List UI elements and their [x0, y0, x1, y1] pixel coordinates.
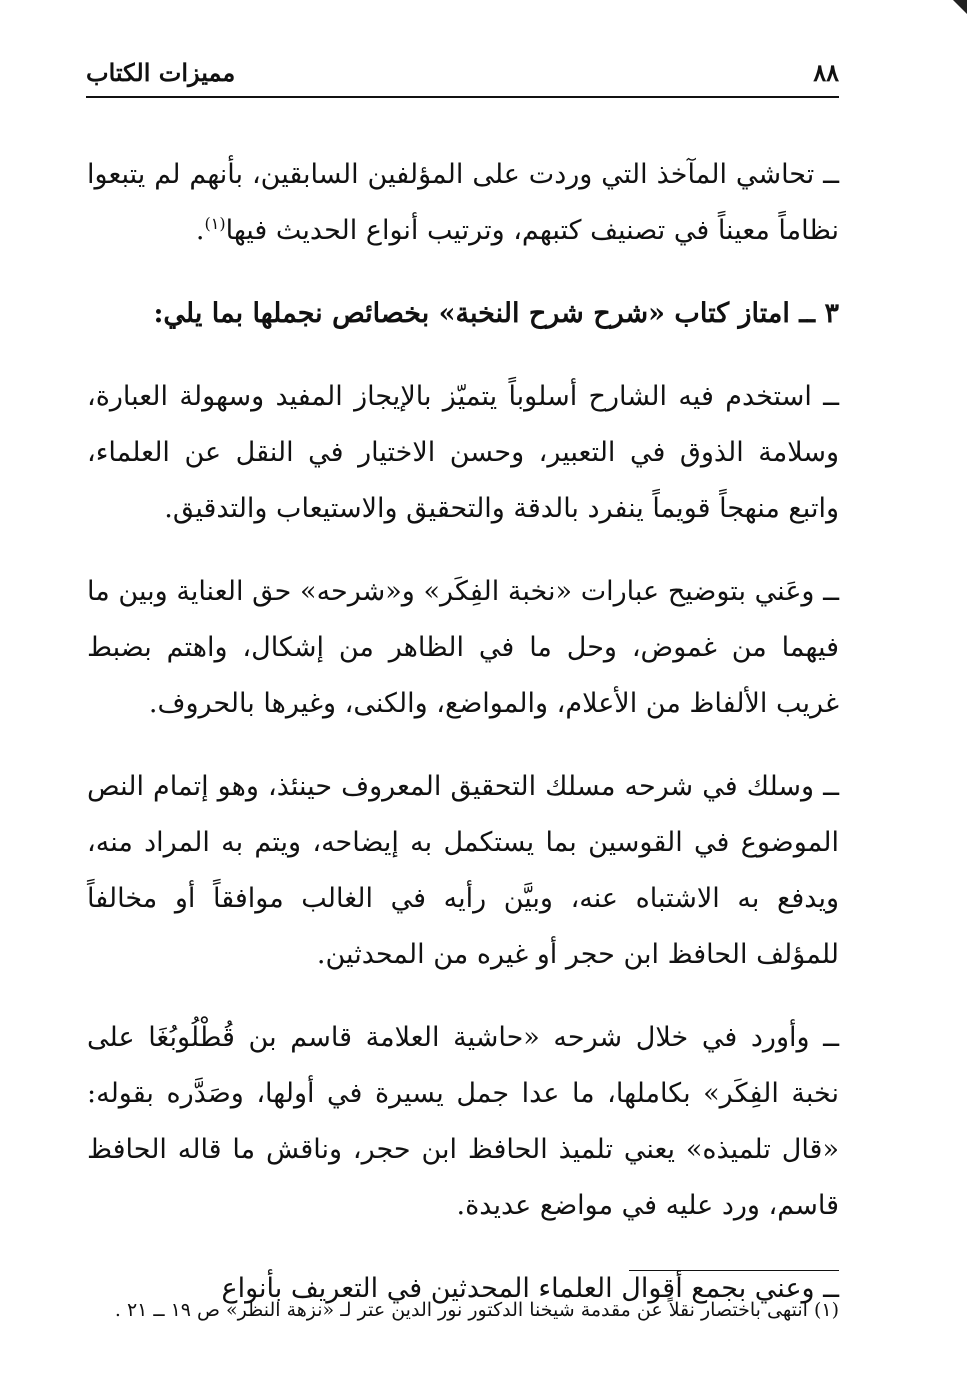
section-heading: ٣ ــ امتاز كتاب «شرح شرح النخبة» بخصائص نجملها بما يلي:: [153, 298, 839, 329]
footnote-divider: [629, 1270, 839, 1271]
footnote-reference: (١): [204, 214, 226, 233]
paragraph-3: ــ وعَني بتوضيح عبارات «نخبة الفِكَر» و«شرحه» حق العناية وبين ما فيهما من غموض، وحل ما في الظاهر من إشكال، واهتم بضبط غريب الألفاظ من الأعلام، والمواضع، والكنى، وغيرها بالحروف.: [87, 576, 839, 719]
paragraph-2: ــ استخدم فيه الشارح أسلوباً يتميّز بالإيجاز المفيد وسهولة العبارة، وسلامة الذوق في التعبير، وحسن الاختيار في النقل عن العلماء، واتبع منهجاً قويماً ينفرد بالدقة والتحقيق والاستيعاب والتدقيق.: [87, 381, 839, 524]
paragraph-5: ــ وأورد في خلال شرحه «حاشية العلامة قاسم بن قُطْلُوبُغَا على نخبة الفِكَر» بكاملها، ما عدا جمل يسيرة في أولها، وصَدَّره بقوله: «قال تلميذه» يعني تلميذ الحافظ ابن حجر، وناقش ما قاله الحافظ قاسم، ورد عليه في مواضع عديدة.: [87, 1022, 839, 1221]
paragraph-1-end: .: [195, 215, 205, 246]
page-body: [87, 120, 839, 1333]
paragraph-6: ــ وعني بجمع أقوال العلماء المحدثين في التعريف بأنواع: [221, 1273, 839, 1304]
page-number: ٨٨: [813, 58, 839, 87]
footnote: (١) انتهى باختصار نقلاً عن مقدمة شيخنا الدكتور نور الدين عتر لـ «نزهة النظر» ص ١٩ ــ ٢١ .: [114, 1299, 839, 1321]
corner-mark: [953, 0, 967, 14]
running-title: مميزات الكتاب: [86, 58, 236, 87]
paragraph-1-text: ــ تحاشي المآخذ التي وردت على المؤلفين السابقين، بأنهم لم يتبعوا نظاماً معيناً في تصنيف كتبهم، وترتيب أنواع الحديث فيها: [87, 159, 839, 246]
paragraph-1: [87, 147, 839, 259]
page-header: [86, 58, 839, 98]
paragraph-4: ــ وسلك في شرحه مسلك التحقيق المعروف حينئذ، وهو إتمام النص الموضوع في القوسين بما يستكمل به إيضاحه، ويتم به المراد منه، ويدفع به الاشتباه عنه، وبيَّن رأيه في الغالب موافقاً أو مخالفاً للمؤلف الحافظ ابن حجر أو غيره من المحدثين.: [87, 771, 839, 970]
